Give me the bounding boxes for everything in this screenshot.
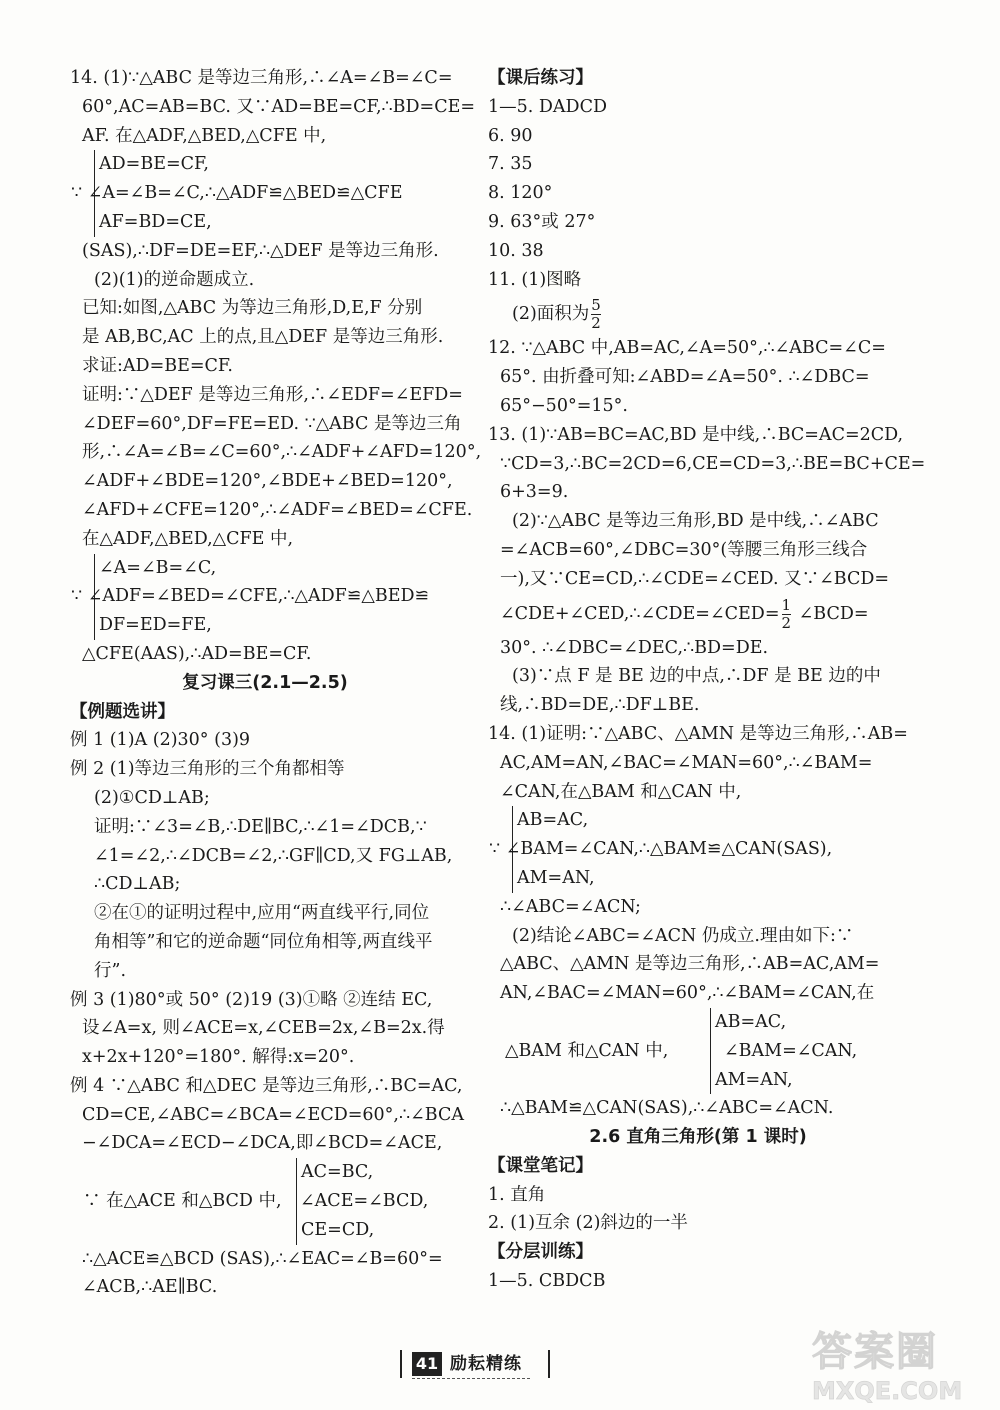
brace-line: ∵ ∠A=∠B=∠C,∴△ADF≌△BED≌△CFE bbox=[71, 183, 403, 204]
example-2-line: 证明:∵∠3=∠B,∴DE∥BC,∴∠1=∠DCB,∵ bbox=[94, 816, 427, 837]
footer-left-bar bbox=[400, 1350, 402, 1378]
brace-line: ∠A=∠B=∠C, bbox=[99, 557, 217, 578]
example-2-line: ②在①的证明过程中,应用“两直线平行,同位 bbox=[94, 903, 430, 924]
q14-brace-system bbox=[71, 150, 460, 236]
q13-line: 30°. ∴∠DBC=∠DEC,∴BD=DE. bbox=[500, 637, 769, 658]
q14-line: AC,AM=AN,∠BAC=∠MAN=60°,∴∠BAM= bbox=[500, 752, 873, 773]
example-4-line: ∠ACB,∴AE∥BC. bbox=[82, 1277, 218, 1298]
q14-2-line: 证明:∵△DEF 是等边三角形,∴∠EDF=∠EFD= bbox=[82, 384, 463, 405]
brace-line: DF=ED=FE, bbox=[99, 615, 212, 636]
brace-line: AM=AN, bbox=[715, 1069, 793, 1090]
page-footer bbox=[398, 1350, 558, 1380]
answer-line: 9. 63°或 27° bbox=[488, 211, 596, 232]
q14-2-line: ∠AFD+∠CFE=120°,∴∠ADF=∠BED=∠CFE. bbox=[82, 499, 473, 520]
area-label: (2)面积为 bbox=[512, 304, 590, 325]
q13-line: (2)∵△ABC 是等边三角形,BD 是中线,∴∠ABC bbox=[512, 511, 879, 532]
q13-fraction-line bbox=[488, 594, 908, 634]
answer-line: 7. 35 bbox=[488, 154, 533, 175]
example-2-line: 角相等”和它的逆命题“同位角相等,两直线平 bbox=[94, 931, 433, 952]
q14-2-line: 是 AB,BC,AC 上的点,且△DEF 是等边三角形. bbox=[82, 327, 444, 348]
fraction bbox=[782, 597, 792, 632]
q13-fraction-suffix: ∠BCD= bbox=[798, 603, 869, 624]
example-section-heading: 【例题选讲】 bbox=[70, 701, 175, 722]
example-2-line: ∴CD⊥AB; bbox=[94, 874, 181, 895]
brace-text: ∠ADF=∠BED=∠CFE,∴△ADF≌△BED≌ bbox=[87, 586, 430, 607]
q14-line: △ABC、△AMN 是等边三角形,∴AB=AC,AM= bbox=[500, 954, 880, 975]
q14-line: ∠CAN,在△BAM 和△CAN 中, bbox=[500, 781, 742, 802]
q14-2-line: 在△ADF,△BED,△CFE 中, bbox=[82, 528, 294, 549]
q14-2-line: ∠ADF+∠BDE=120°,∠BDE+∠BED=120°, bbox=[82, 471, 453, 492]
example-4-line: 例 4 ∵△ABC 和△DEC 是等边三角形,∴BC=AC, bbox=[70, 1075, 463, 1096]
q14-2-line: 已知:如图,△ABC 为等边三角形,D,E,F 分别 bbox=[82, 298, 423, 319]
q14-line: AN,∠BAC=∠MAN=60°,∴∠BAM=∠CAN,在 bbox=[500, 983, 875, 1004]
q13-line: =∠ACB=60°,∠DBC=30°(等腰三角形三线合 bbox=[500, 539, 868, 560]
fraction-numerator: 1 bbox=[781, 595, 792, 614]
answer-line: 6. 90 bbox=[488, 125, 533, 146]
q14-conclusion: ∴△BAM≌△CAN(SAS),∴∠ABC=∠ACN. bbox=[500, 1098, 834, 1119]
watermark-url: MXQE.COM bbox=[812, 1377, 963, 1405]
q14-line: ∴∠ABC=∠ACN; bbox=[500, 896, 641, 917]
brace-label: △BAM 和△CAN 中, bbox=[505, 1040, 669, 1061]
brace-line: AD=BE=CF, bbox=[99, 154, 209, 175]
example-2-line: ∠1=∠2,∴∠DCB=∠2,∴GF∥CD,又 FG⊥AB, bbox=[94, 845, 453, 866]
q12-line: 65°−50°=15°. bbox=[500, 395, 628, 416]
example-4-line: −∠DCA=∠ECD−∠DCA,即∠BCD=∠ACE, bbox=[82, 1133, 443, 1154]
q13-fraction-prefix: ∠CDE+∠CED,∴∠CDE=∠CED= bbox=[500, 603, 780, 624]
q14-brace-system bbox=[489, 806, 908, 892]
q13-line: 13. (1)∵AB=BC=AC,BD 是中线,∴BC=AC=2CD, bbox=[488, 424, 904, 445]
fraction-denominator: 2 bbox=[781, 613, 792, 632]
area-answer bbox=[488, 294, 908, 334]
q14-2-line: 形,∴∠A=∠B=∠C=60°,∴∠ADF+∠AFD=120°, bbox=[82, 442, 482, 463]
after-class-heading: 【课后练习】 bbox=[488, 68, 593, 88]
q13-line: 6+3=9. bbox=[500, 482, 569, 503]
brace-line: AC=BC, bbox=[301, 1162, 374, 1183]
brace-line bbox=[83, 1187, 460, 1216]
brace-line bbox=[505, 1037, 908, 1066]
q14-2-line: 求证:AD=BE=CF. bbox=[82, 355, 233, 376]
example-3-line: x+2x+120°=180°. 解得:x=20°. bbox=[82, 1047, 355, 1068]
notes-line: 1. 直角 bbox=[488, 1184, 546, 1205]
example-2-line: (2)①CD⊥AB; bbox=[94, 787, 210, 808]
brace-text: ∠BAM=∠CAN,∴△BAM≌△CAN(SAS), bbox=[505, 839, 833, 860]
q14-brace-system-2 bbox=[505, 1008, 908, 1094]
q12-line: 12. ∵△ABC 中,AB=AC,∠A=50°,∴∠ABC=∠C= bbox=[488, 338, 886, 359]
layered-training-heading: 【分层训练】 bbox=[488, 1242, 593, 1263]
notes-line: 2. (1)互余 (2)斜边的一半 bbox=[488, 1213, 688, 1234]
brace-label: ∵ 在△ACE 和△BCD 中, bbox=[83, 1191, 282, 1212]
q13-line: ∵CD=3,∴BC=2CD=6,CE=CD=3,∴BE=BC+CE= bbox=[500, 453, 926, 474]
brand-name: 励耘精练 bbox=[450, 1354, 522, 1374]
watermark-logo bbox=[812, 1320, 992, 1404]
q14-line: 60°,AC=AB=BC. 又∵AD=BE=CF,∴BD=CE= bbox=[82, 96, 476, 117]
right-column bbox=[488, 64, 926, 1296]
brace-line: CE=CD, bbox=[301, 1219, 375, 1240]
q14-conclusion: (SAS),∴DF=DE=EF,∴△DEF 是等边三角形. bbox=[82, 240, 439, 261]
layered-answer: 1—5. CBDCB bbox=[488, 1271, 606, 1292]
brace-text: ∠A=∠B=∠C,∴△ADF≌△BED≌△CFE bbox=[87, 183, 403, 204]
brace-text: ∠BAM=∠CAN, bbox=[724, 1040, 858, 1061]
q13-line: (3)∵点 F 是 BE 边的中点,∴DF 是 BE 边的中 bbox=[512, 666, 881, 687]
fraction bbox=[591, 297, 601, 332]
footer-dashed-line bbox=[412, 1378, 530, 1379]
example-1: 例 1 (1)A (2)30° (3)9 bbox=[70, 730, 251, 751]
section-title: 2.6 直角三角形(第 1 课时) bbox=[589, 1127, 807, 1148]
q14-2-conclusion: △CFE(AAS),∴AD=BE=CF. bbox=[82, 643, 312, 664]
example-4-line: ∴△ACE≌△BCD (SAS),∴∠EAC=∠B=60°= bbox=[82, 1248, 443, 1269]
answer-line: 1—5. DADCD bbox=[488, 96, 608, 117]
q14-line: (2)结论∠ABC=∠ACN 仍成立.理由如下:∵ bbox=[512, 925, 854, 946]
q14-line: 14. (1)证明:∵△ABC、△AMN 是等边三角形,∴AB= bbox=[488, 723, 908, 744]
q14-2-line: (2)(1)的逆命题成立. bbox=[94, 269, 255, 290]
q14-2-brace-system bbox=[71, 554, 460, 640]
example-4-line: CD=CE,∠ABC=∠BCA=∠ECD=60°,∴∠BCA bbox=[82, 1104, 465, 1125]
example-2-line: 行”. bbox=[94, 960, 127, 981]
fraction-denominator: 2 bbox=[591, 314, 601, 333]
brace-line: AM=AN, bbox=[517, 867, 595, 888]
q14-line: AF. 在△ADF,△BED,△CFE 中, bbox=[82, 125, 327, 146]
q12-line: 65°. 由折叠可知:∠ABD=∠A=50°. ∴∠DBC= bbox=[500, 367, 870, 388]
answer-line: 10. 38 bbox=[488, 240, 544, 261]
example-2-line: 例 2 (1)等边三角形的三个角都相等 bbox=[70, 759, 345, 780]
answer-line: 8. 120° bbox=[488, 183, 553, 204]
fraction-numerator: 5 bbox=[591, 296, 601, 315]
example-4-brace-system bbox=[83, 1158, 460, 1244]
brace-line: ∵ ∠ADF=∠BED=∠CFE,∴△ADF≌△BED≌ bbox=[71, 586, 430, 607]
example-3-line: 例 3 (1)80°或 50° (2)19 (3)①略 ②连结 EC, bbox=[70, 989, 433, 1010]
q14-line: 14. (1)∵△ABC 是等边三角形,∴∠A=∠B=∠C= bbox=[70, 68, 453, 88]
q13-line: 线,∴BD=DE,∴DF⊥BE. bbox=[500, 695, 700, 716]
brace-line: ∵ ∠BAM=∠CAN,∴△BAM≌△CAN(SAS), bbox=[489, 839, 833, 860]
brace-line: AB=AC, bbox=[517, 810, 589, 831]
example-3-line: 设∠A=x, 则∠ACE=x,∠CEB=2x,∠B=2x.得 bbox=[82, 1018, 445, 1039]
brace-line: AB=AC, bbox=[715, 1011, 787, 1032]
class-notes-heading: 【课堂笔记】 bbox=[488, 1155, 593, 1176]
answer-line: 11. (1)图略 bbox=[488, 269, 582, 290]
left-column bbox=[70, 64, 482, 1302]
q14-2-line: ∠DEF=60°,DF=FE=ED. ∵△ABC 是等边三角 bbox=[82, 413, 462, 434]
brace-line: AF=BD=CE, bbox=[99, 211, 212, 232]
q13-line: 一),又∵CE=CD,∴∠CDE=∠CED. 又∵∠BCD= bbox=[500, 568, 890, 589]
page-number: 41 bbox=[412, 1352, 442, 1376]
review-title: 复习课三(2.1—2.5) bbox=[182, 672, 348, 693]
watermark-text: 答案圈 bbox=[812, 1329, 938, 1375]
footer-right-bar bbox=[548, 1350, 550, 1378]
brace-text: ∠ACE=∠BCD, bbox=[300, 1191, 429, 1212]
